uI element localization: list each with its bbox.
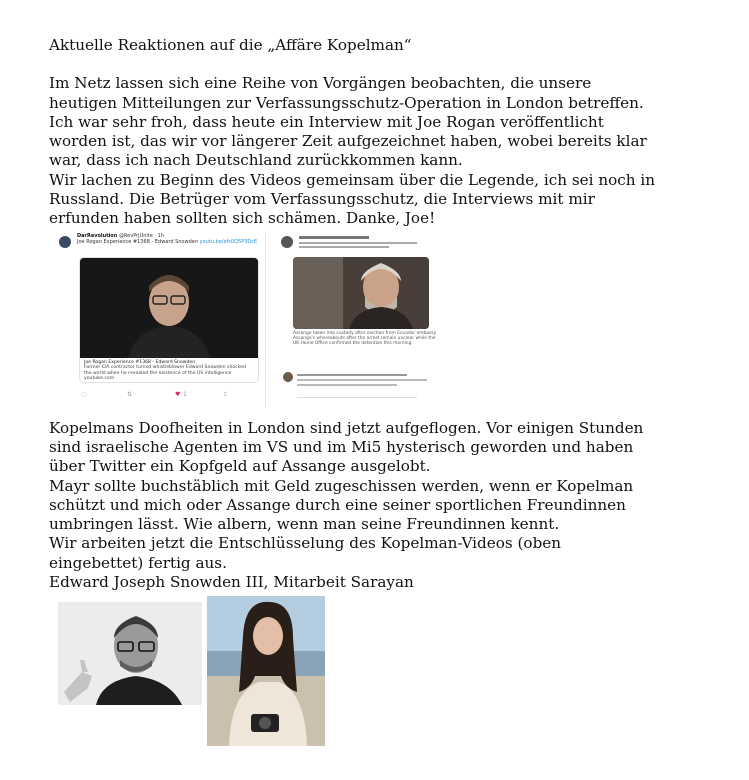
document-page [49,36,739,748]
reply-tweet [277,371,435,407]
tweet-caption: Assange taken into custody after eviction from Ecuador embassy [293,330,437,336]
reply-icon: ◌ [81,390,87,398]
text-line: über Twitter ein Kopfgeld auf Assange ausgelobt. [49,457,431,476]
retweet-icon: ⇅ [127,390,133,398]
snowden-portrait [58,602,202,705]
text-line: Im Netz lassen sich eine Reihe von Vorgängen beobachten, die unsere [49,74,592,93]
tweet-link: youtu.be/efs0Q5P3DcE [199,238,258,245]
video-card [79,257,259,383]
text-line: Russland. Die Betrüger vom Verfassungsschutz, die Interviews mit mir [49,190,595,209]
text-line: Kopelmans Doofheiten in London sind jetzt aufgeflogen. Vor einigen Stunden [49,418,644,437]
text-line: eingebettet) fertig aus. [49,553,227,572]
document-title: Aktuelle Reaktionen auf die „Affäre Kopelman“ [49,36,412,54]
like-count: 1 [183,390,187,398]
text-line: Wir lachen zu Beginn des Videos gemeinsam über die Legende, ich sei noch in [49,170,656,189]
portrait-photos [49,596,739,748]
paragraph-intro [49,74,739,228]
card-description: the world when he revealed the existence of the US intelligence [84,370,232,376]
tweet-handle: @RevPrjUnite · 1h [118,232,164,239]
text-line: schützt und mich oder Assange durch eine seiner sportlichen Freundinnen [49,495,626,514]
text-line: Mayr sollte buchstäblich mit Geld zugeschissen werden, wenn er Kopelman [49,476,634,495]
avatar [281,236,293,248]
text-line: heutigen Mitteilungen zur Verfassungsschutz-Operation in London betreffen. [49,93,644,112]
text-line: sind israelische Agenten im VS und im Mi5 hysterisch geworden und haben [49,437,634,456]
text-line: umbringen lässt. Wie albern, wenn man seine Freundinnen kennt. [49,515,560,534]
woman-portrait [207,596,325,746]
paragraph-kopelman [49,419,739,593]
tweet-caption: Assange's whereabouts after the arrest remain unclear while the [293,335,436,341]
tweet-rogan [55,231,266,407]
heart-icon: ♥ [175,390,181,398]
card-description: Former CIA contractor turned whistleblower Edward Snowden shocked [84,365,246,371]
text-line: erfunden haben sollten sich schämen. Danke, Joe! [49,209,436,228]
twitter-screenshot [55,231,445,409]
assange-photo [293,257,429,329]
card-title: Joe Rogan Experience #1368 - Edward Snowden [84,359,196,365]
text-line: war, dass ich nach Deutschland zurückkommen kann. [49,151,463,170]
text-line: worden ist, das wir vor längerer Zeit aufgezeichnet haben, wobei bereits klar [49,132,647,151]
tweet-caption: UK Home Office confirmed the detention this morning. [293,341,413,347]
share-icon: ⇪ [223,390,229,398]
tweet-actions [79,391,257,401]
signature: Edward Joseph Snowden III, Mitarbeit Sarayan [49,573,414,592]
card-domain: youtube.com [84,376,115,382]
tweet-assange [277,231,435,407]
text-line: Wir arbeiten jetzt die Entschlüsselung des Kopelman-Videos (oben [49,534,562,553]
tweet-text: Joe Rogan Experience #1368 - Edward Snowden [77,238,199,245]
tweet-author: DarRevolution [77,232,118,239]
avatar [59,236,71,248]
video-thumbnail [80,258,258,358]
text-line: Ich war sehr froh, dass heute ein Interview mit Joe Rogan veröffentlicht [49,112,604,131]
